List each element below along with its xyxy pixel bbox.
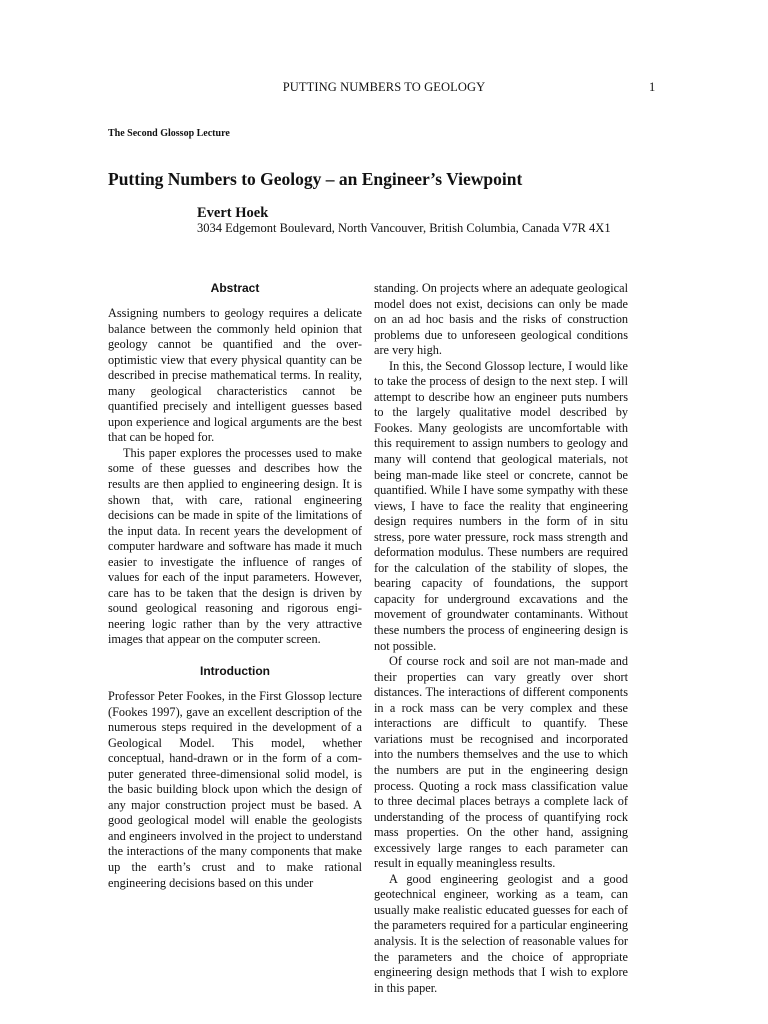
introduction-paragraph: Of course rock and soil are not man-made and their properties can vary greatly over short distances. The interactions of different components in a rock mass can be very complex and these interactions are difficult to quantify. These variations must be recognised and incorporated into the numbers themselves and the use to which the numbers are put in the engineering design process. Quoting a rock mass classification value to three decimal places betrays a complete lack of understanding of the process of quantifying rock mass properties. On the other hand, assigning excessively large ranges to each parameter can result in equally meaningless results. xyxy=(374,654,628,871)
introduction-body-right xyxy=(374,281,628,996)
abstract-body xyxy=(108,306,362,648)
paper-title: Putting Numbers to Geology – an Engineer’s Viewpoint xyxy=(108,169,523,189)
author-address: 3034 Edgemont Boulevard, North Vancouver, British Columbia, Canada V7R 4X1 xyxy=(197,221,611,235)
lecture-label: The Second Glossop Lecture xyxy=(108,128,230,139)
author-name: Evert Hoek xyxy=(197,205,269,221)
abstract-heading: Abstract xyxy=(210,281,260,295)
introduction-body-left xyxy=(108,689,362,891)
introduction-paragraph: Professor Peter Fookes, in the First Glossop lecture (Fookes 1997), gave an excellent description of the numerous steps required in the development of a Geological Model. This model, whether conceptual, hand-drawn or in the form of a computer generated three-dimensional solid model, is the basic building block upon which the design of any major construction project must be based. A good geological model will enable the geologists and engineers involved in the project to understand the interactions of the many components that make up the earth’s crust and to make rational engineering decisions based on this under xyxy=(108,689,362,890)
abstract-paragraph: This paper explores the processes used to make some of these guesses and describes how the results are then applied to engineering design. It is shown that, with care, rational engineering decisions can be made in spite of the limitations of the input data. In recent years the development of computer hardware and software has made it much easier to investigate the influence of ranges of values for each of the input parameters. However, care has to be taken that the design is driven by sound geological reasoning and rigorous engineering logic rather than by the very attractive images that appear on the computer screen. xyxy=(108,445,362,647)
abstract-paragraph: Assigning numbers to geology requires a delicate balance between the commonly held opinion that geology cannot be quantified and the over-optimistic view that every physical quantity can be described in precise mathematical terms. In reality, many geological characteristics cannot be quantified precisely and intelligent guesses based upon experience and logical arguments are the best that can be hoped for. xyxy=(108,306,362,445)
introduction-paragraph: In this, the Second Glossop lecture, I would like to take the process of design to the next step. I will attempt to describe how an engineer puts numbers to the largely qualitative model described by Fookes. Many geologists are uncomfortable with this requirement to assign numbers to geology and many will contend that geological materials, not being man-made like steel or concrete, cannot be quantified. While I have some sympathy with these views, I have to face the reality that engineering design requires numbers in the form of in situ stress, pore water pressure, rock mass strength and deformation modulus. These numbers are required for the calculation of the stability of slopes, the bearing capacity of foundations, the support capacity for underground excavations and the movement of groundwater contaminants. Without these numbers the process of engineering design is not possible. xyxy=(374,358,628,653)
page-number: 1 xyxy=(649,80,656,94)
running-header: PUTTING NUMBERS TO GEOLOGY xyxy=(282,80,486,94)
introduction-paragraph: standing. On projects where an adequate geological model does not exist, decisions can only be made on an ad hoc basis and the risks of construction problems due to unforeseen geological conditions are very high. xyxy=(374,281,628,358)
introduction-heading: Introduction xyxy=(200,664,270,678)
introduction-paragraph: A good engineering geologist and a good geotechnical engineer, working as a team, can usually make realistic educated guesses for each of the parameters required for a particular engineering analysis. It is the selection of reasonable values for the parameters and the choice of appropriate engineering design methods that I wish to explore in this paper. xyxy=(374,871,628,995)
